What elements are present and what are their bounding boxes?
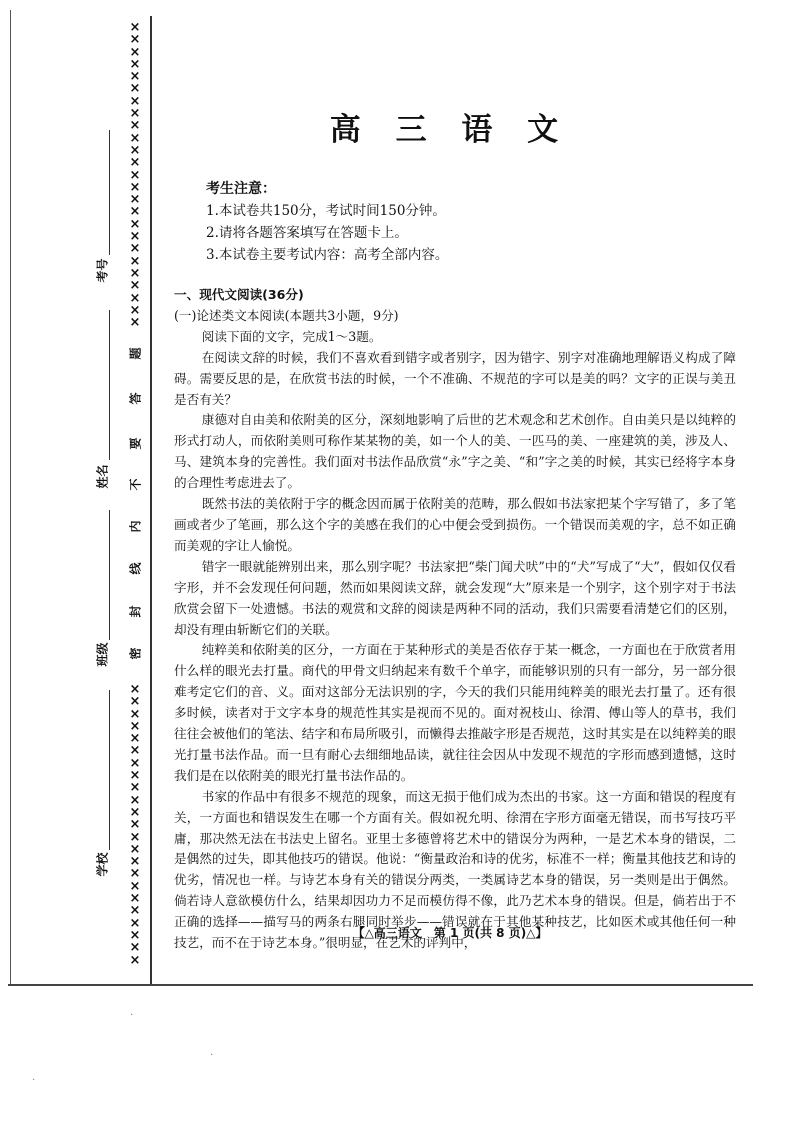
seal-char: 题 [128, 347, 143, 360]
paragraph: 康德对自由美和依附美的区分，深刻地影响了后世的艺术观念和艺术创作。自由美只是以纯粹的形式打动人，而依附美则可称作某某物的美，如一个人的美、一匹马的美、一座建筑的美，涉及人、马、建筑本身的完善性。我们面对书法作品欣赏“永”字之美、“和”字之美的时候，其实已经将字本身的合理性考虑进去了。 [174, 412, 736, 491]
x-mark: × [129, 69, 141, 85]
x-mark: × [129, 780, 141, 796]
x-mark: × [129, 315, 141, 331]
x-mark: × [129, 155, 141, 171]
notice-item: 1.本试卷共150分，考试时间150分钟。 [206, 203, 446, 219]
x-mark: × [129, 940, 141, 956]
x-mark: × [129, 241, 141, 257]
field-class-line [109, 510, 110, 640]
x-mark: × [129, 253, 141, 269]
x-mark: × [129, 878, 141, 894]
seal-char: 要 [128, 437, 143, 450]
paragraph: 纯粹美和依附美的区分，一方面在于某种形式的美是否依存于某一概念，一方面也在于欣赏者用什么样的眼光去打量。商代的甲骨文归纳起来有数千个单字，而能够识别的只有一部分，另一部分很难考定它们的音、义。面对这部分无法识别的字，今天的我们只能用纯粹美的眼光去打量了。还有很多时候，读者对于文字本身的规范性其实是视而不见的。面对祝枝山、徐渭、傅山等人的草书，我们往往会被他们的笔法、结字和布局所吸引，而懒得去推敲字形是否规范，这时其实是在以纯粹美的眼光打量书法作品。而一旦有耐心去细细地品读，就往往会因从中发现不规范的字形而感到遗憾，这时我们是在以依附美的眼光打量书法作品的。 [174, 642, 736, 783]
x-mark: × [129, 118, 141, 134]
scan-speck: · [210, 1050, 214, 1061]
x-mark: × [129, 192, 141, 208]
field-school-line [109, 690, 110, 850]
seal-char: 不 [128, 478, 143, 491]
x-mark: × [129, 927, 141, 943]
x-mark: × [129, 768, 141, 784]
paragraph: 在阅读文辞的时候，我们不喜欢看到错字或者别字，因为错字、别字对准确地理解语义构成了障碍。需要反思的是，在欣赏书法的时候，一个不准确、不规范的字可以是美的吗？文字的正误与美丑是否有关？ [174, 349, 736, 407]
scan-speck: · [130, 1010, 134, 1021]
x-mark: × [129, 302, 141, 318]
x-mark: × [129, 694, 141, 710]
x-mark: × [129, 915, 141, 931]
x-mark: × [129, 56, 141, 72]
field-exam-number: 考号 [95, 258, 110, 283]
x-mark: × [129, 81, 141, 97]
x-mark: × [129, 792, 141, 808]
x-mark: × [129, 866, 141, 882]
x-mark: × [129, 731, 141, 747]
x-mark: × [129, 142, 141, 158]
x-mark: × [129, 743, 141, 759]
candidate-notice [206, 178, 448, 266]
x-mark: × [129, 106, 141, 122]
page-bottom-rule [8, 984, 753, 986]
x-mark: × [129, 841, 141, 857]
paragraph: 错字一眼就能辨别出来，那么别字呢？书法家把“柴门闻犬吠”中的“犬”写成了“大”，假如仅仅看字形，并不会发现任何问题，然而如果阅读文辞，就会发现“大”原来是一个别字，这个别字对于书法欣赏会留下一处遗憾。书法的观赏和文辞的阅读是两种不同的活动，我们只需要看清楚它们的区别，却没有理由斩断它们的关联。 [174, 558, 736, 637]
x-mark: × [129, 216, 141, 232]
paragraph: 既然书法的美依附于字的概念因而属于依附美的范畴，那么假如书法家把某个字写错了，多了笔画或者少了笔画，那么这个字的美感在我们的心中便会受到损伤。一个错误而美观的字，总不如正确而美观的字让人愉悦。 [174, 496, 736, 553]
x-mark: × [129, 854, 141, 870]
x-mark: × [129, 817, 141, 833]
x-mark: × [129, 755, 141, 771]
x-mark: × [129, 278, 141, 294]
x-mark: × [129, 167, 141, 183]
x-mark: × [129, 718, 141, 734]
page-footer: 【△高三语文 第 1 页(共 8 页)△】 [352, 926, 548, 940]
page-title: 高 三 语 文 [329, 112, 571, 148]
x-mark-column-top [126, 22, 144, 329]
x-mark: × [129, 229, 141, 245]
seal-char: 线 [128, 562, 143, 575]
field-school: 学校 [95, 852, 110, 877]
notice-heading: 考生注意： [206, 181, 276, 197]
x-mark: × [129, 903, 141, 919]
field-name-line [109, 310, 110, 460]
instruction: 阅读下面的文字，完成1～3题。 [201, 328, 382, 344]
x-mark: × [129, 804, 141, 820]
subsection-heading: (一)论述类文本阅读(本题共3小题，9分) [174, 307, 399, 323]
x-mark: × [129, 32, 141, 48]
x-mark: × [129, 682, 141, 697]
field-class: 班级 [95, 642, 110, 667]
field-name: 姓名 [95, 464, 110, 489]
x-mark: × [129, 290, 141, 306]
x-mark: × [129, 952, 141, 968]
x-mark: × [129, 179, 141, 195]
paragraph: 书家的作品中有很多不规范的现象，而这无损于他们成为杰出的书家。这一方面和错误的程度有关，一方面也和错误发生在哪一个方面有关。假如祝允明、徐渭在字形方面毫无错误，而书写技巧平庸，那决然无法在书法史上留名。亚里士多德曾将艺术中的错误分为两种，一是艺术本身的错误，二是偶然的过失，即其他技巧的错误。他说：“衡量政治和诗的优劣，标准不一样；衡量其他技艺和诗的优劣，情况也一样。与诗艺本身有关的错误分两类，一类属诗艺本身的错误，另一类则是出于偶然。倘若诗人意欲模仿什么，结果却因功力不足而模仿得不像，此乃艺术本身的错误。但是，倘若出于不正确的选择——描写马的两条右腿同时举步——错误就在于其他某种技艺，比如医术或其他任何一种技艺，而不在于诗艺本身。”很明显，在艺术的评判中， [174, 788, 736, 951]
x-mark: × [129, 93, 141, 109]
x-mark: × [129, 829, 141, 845]
notice-item: 2.请将各题答案填写在答题卡上。 [206, 225, 408, 241]
seal-char: 内 [128, 520, 143, 533]
x-mark: × [129, 130, 141, 146]
x-mark: × [129, 891, 141, 907]
x-mark: × [129, 204, 141, 220]
x-mark: × [129, 265, 141, 281]
section-heading: 一、现代文阅读(36分) [174, 287, 304, 302]
seal-char: 密 [128, 647, 143, 660]
binding-line [150, 16, 152, 984]
reading-section [174, 285, 736, 954]
notice-item: 3.本试卷主要考试内容：高考全部内容。 [206, 247, 449, 263]
x-mark: × [129, 706, 141, 722]
x-mark: × [129, 20, 141, 35]
outer-margin-line [10, 10, 11, 985]
scan-speck: · [32, 1075, 36, 1086]
seal-char: 答 [128, 392, 143, 405]
x-mark: × [129, 44, 141, 60]
seal-char: 封 [128, 605, 143, 618]
